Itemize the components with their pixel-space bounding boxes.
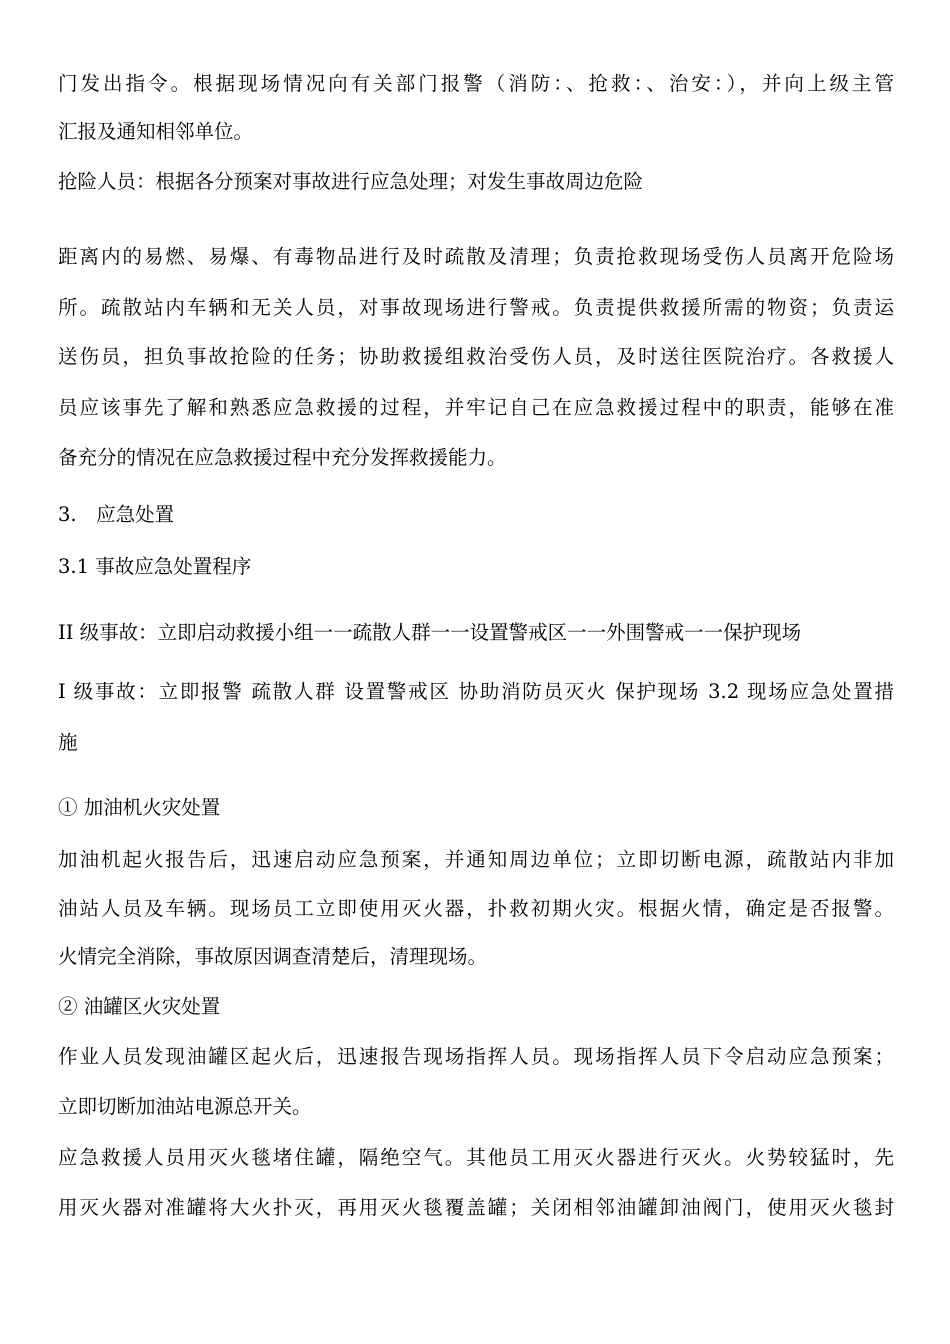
paragraph-line: 送伤员，担负事故抢险的任务；协助救援组救治受伤人员，及时送往医院治疗。各救援人 — [58, 345, 894, 368]
paragraph-line: 加油机起火报告后，迅速启动应急预案，并通知周边单位；立即切断电源，疏散站内非加 — [58, 848, 894, 871]
paragraph-line: 施 — [58, 731, 78, 754]
paragraph-line: 员应该事先了解和熟悉应急救援的过程，并牢记自己在应急救援过程中的职责，能够在准 — [58, 396, 894, 419]
paragraph-line: 火情完全消除，事故原因调查清楚后，清理现场。 — [58, 945, 488, 968]
paragraph-line: 用灭火器对准罐将大火扑灭，再用灭火毯覆盖罐；关闭相邻油罐卸油阀门，使用灭火毯封 — [58, 1196, 894, 1219]
item-heading: ② 油罐区火灾处置 — [58, 995, 221, 1018]
paragraph-line: 备充分的情况在应急救援过程中充分发挥救援能力。 — [58, 446, 507, 469]
item-heading: ① 加油机火灾处置 — [58, 796, 221, 819]
paragraph-line: 应急救援人员用灭火毯堵住罐，隔绝空气。其他员工用灭火器进行灭火。火势较猛时，先 — [58, 1146, 894, 1169]
paragraph-line: II 级事故：立即启动救援小组一一疏散人群一一设置警戒区一一外围警戒一一保护现场 — [58, 621, 802, 644]
paragraph-line: 门发出指令。根据现场情况向有关部门报警（消防：、抢救：、治安：），并向上级主管 — [58, 72, 894, 95]
paragraph-line: 距离内的易燃、易爆、有毒物品进行及时疏散及清理；负责抢救现场受伤人员离开危险场 — [58, 245, 894, 268]
paragraph-line: 作业人员发现油罐区起火后，迅速报告现场指挥人员。现场指挥人员下令启动应急预案； — [58, 1045, 894, 1068]
paragraph-line: 抢险人员：根据各分预案对事故进行应急处理；对发生事故周边危险 — [58, 170, 644, 193]
paragraph-line: 立即切断加油站电源总开关。 — [58, 1095, 312, 1118]
paragraph-line: 汇报及通知相邻单位。 — [58, 120, 254, 143]
paragraph-line: 油站人员及车辆。现场员工立即使用灭火器，扑救初期火灾。根据火情，确定是否报警。 — [58, 897, 894, 920]
paragraph-line: I 级事故：立即报警 疏散人群 设置警戒区 协助消防员灭火 保护现场 3.2 现场应急处置措 — [58, 680, 894, 703]
paragraph-line: 所。疏散站内车辆和无关人员，对事故现场进行警戒。负责提供救援所需的物资；负责运 — [58, 296, 894, 319]
subsection-heading: 3.1 事故应急处置程序 — [58, 555, 252, 578]
section-heading: 3. 应急处置 — [58, 503, 175, 526]
